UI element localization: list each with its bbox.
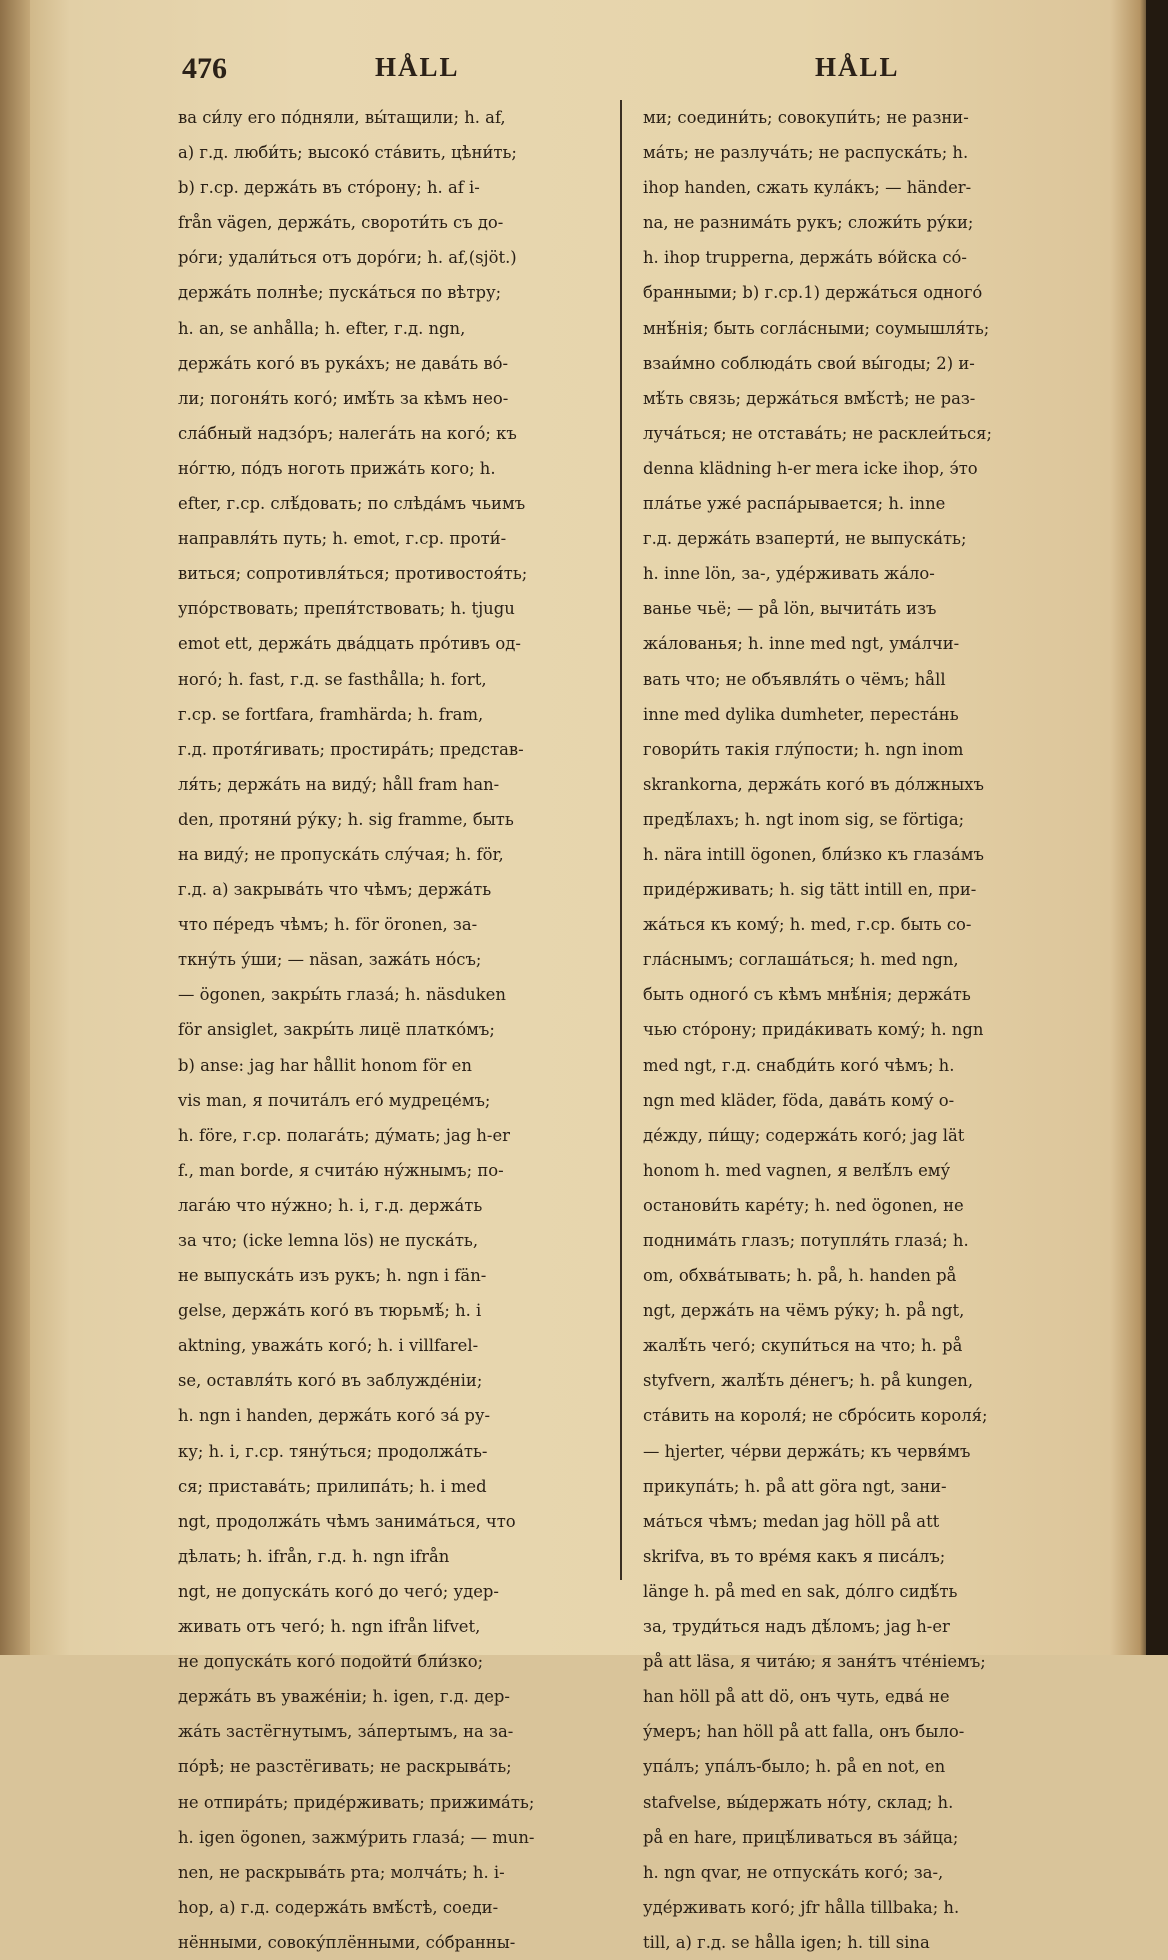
left-column-line: b) anse: jag har hållit honom för en [178,1055,472,1075]
right-column-line: говори́ть такiя глу́пости; h. ngn inom [643,739,964,759]
right-column-line: прикупа́ть; h. på att göra ngt, зани- [643,1476,947,1496]
right-column [643,100,1083,1960]
left-column-line: h. an, se anhålla; h. efter, г.д. ngn, [178,318,466,338]
right-column-line: med ngt, г.д. снабди́ть кого́ чѣмъ; h. [643,1055,955,1075]
left-column-line: жа́ть застёгнутымъ, за́пертымъ, на за- [178,1722,514,1742]
left-column-line: виться; сопротивля́ться; противостоя́ть; [178,564,528,584]
right-column-line: styfvern, жалѣ́ть де́негъ; h. på kungen, [643,1371,974,1391]
left-column-line: ку; h. i, г.ср. тяну́ться; продолжа́ть- [178,1441,488,1461]
right-column-line: — hjerter, че́рви держа́ть; къ червя́мъ [643,1441,971,1461]
left-column-line: нёнными, совоку́плёнными, со́бранны- [178,1932,516,1952]
right-column-line: останови́ть каре́ту; h. ned ögonen, не [643,1195,964,1215]
right-column-line: жа́лованья; h. inne med ngt, ума́лчи- [643,634,960,654]
right-column-line: пла́тье уже́ распа́рывается; h. inne [643,494,946,514]
left-column-line: по́рѣ; не разстёгивать; не раскрыва́ть; [178,1757,512,1777]
left-column-line: a) г.д. люби́ть; высоко́ ста́вить, цѣни́ть; [178,143,517,163]
right-column-line: поднима́ть глазъ; потупля́ть глаза́; h. [643,1231,969,1250]
left-column-line: b) г.ср. держа́ть въ сто́рону; h. af i- [178,178,480,198]
page-number: 476 [182,52,227,85]
left-column-line: se, оставля́ть кого́ въ заблужде́нiи; [178,1371,483,1391]
book-edge [1146,0,1168,1655]
right-column-line: ма́ть; не разлуча́ть; не распуска́ть; h. [643,143,969,163]
left-column-line: что пе́редъ чѣмъ; h. för öronen, за- [178,915,478,935]
right-column-line: мнѣ́нiя; быть согла́сными; соумышля́ть; [643,318,990,338]
left-column-line: но́гтю, по́дъ ноготь прижа́ть кого; h. [178,458,496,478]
right-column-line: гла́снымъ; соглаша́ться; h. med ngn, [643,950,959,970]
left-column-line: на виду́; не пропуска́ть слу́чая; h. för, [178,844,504,864]
right-column-line: бранными; b) г.ср.1) держа́ться одного́ [643,283,983,303]
left-column-line: ткну́ть у́ши; — näsan, зажа́ть но́съ; [178,950,482,970]
left-column-line: держа́ть полнѣе; пуска́ться по вѣтру; [178,283,502,303]
right-column-line: på att läsa, я чита́ю; я заня́тъ чте́нiемъ; [643,1652,986,1672]
right-column-line: приде́рживать; h. sig tätt intill en, при- [643,880,977,900]
left-column [178,100,618,1960]
right-column-line: мѣ́ть связь; держа́ться вмѣ́стѣ; не раз- [643,388,976,408]
left-column-line: направля́ть путь; h. emot, г.ср. проти́- [178,529,507,549]
left-column-line: ва си́лу его по́дняли, вы́тащили; h. af, [178,108,506,127]
right-column-line: han höll på att dö, онъ чуть, едва́ не [643,1687,950,1707]
left-column-line: h. igen ögonen, зажму́рить глаза́; — mun- [178,1827,535,1847]
right-column-line: чью сто́рону; прида́кивать кому́; h. ngn [643,1020,984,1040]
right-column-line: ма́ться чѣмъ; medan jag höll på att [643,1511,940,1531]
left-column-line: живать отъ чего́; h. ngn ifrån lifvet, [178,1617,481,1637]
book-spine-shadow [0,0,30,1655]
left-column-line: hop, а) г.д. содержа́ть вмѣ́стѣ, соеди- [178,1897,499,1917]
right-column-line: ngn med kläder, föda, дава́ть кому́ о- [643,1090,955,1110]
right-column-line: inne med dylika dumheter, переста́нь [643,704,959,724]
left-column-line: держа́ть кого́ въ рука́хъ; не дава́ть во́- [178,353,509,373]
right-column-line: жа́ться къ кому́; h. med, г.ср. быть со- [643,915,972,935]
left-column-line: ли; погоня́ть кого́; имѣ́ть за кѣмъ нео- [178,388,509,408]
right-column-line: де́жду, пи́щу; содержа́ть кого́; jag lät [643,1125,965,1145]
left-column-line: сла́бный надзо́ръ; налега́ть на кого́; къ [178,423,517,443]
left-column-line: den, протяни́ ру́ку; h. sig framme, быть [178,809,514,829]
right-column-line: h. ngn qvar, не отпуска́ть кого́; за-, [643,1862,944,1882]
left-running-head: HÅLL [375,52,460,82]
right-column-line: länge h. på med en sak, до́лго сидѣ́ть [643,1581,958,1601]
right-column-line: г.д. держа́ть взаперти́, не выпуска́ть; [643,529,967,549]
right-column-line: na, не разнима́ть рукъ; сложи́ть ру́ки; [643,213,974,233]
left-column-line: ного́; h. fast, г.д. se fasthålla; h. fort, [178,669,487,689]
left-column-line: г.д. а) закрыва́ть что чѣмъ; держа́ть [178,880,492,900]
left-column-line: f., man borde, я счита́ю ну́жнымъ; по- [178,1160,504,1180]
right-running-head: HÅLL [815,52,900,82]
left-column-line: från vägen, держа́ть, свороти́ть съ до- [178,213,504,233]
left-column-line: не отпира́ть; приде́рживать; прижима́ть; [178,1792,535,1812]
left-column-line: emot ett, держа́ть два́дцать про́тивъ од- [178,634,521,654]
left-column-line: aktning, уважа́ть кого́; h. i villfarel- [178,1336,479,1356]
right-column-line: ванье чьё; — på lön, вычита́ть изъ [643,599,937,619]
left-column-line: не допуска́ть кого́ подойти́ бли́зко; [178,1652,484,1672]
left-column-line: ся; пристава́ть; прилипа́ть; h. i med [178,1476,487,1496]
right-column-line: ngt, держа́ть на чёмъ ру́ку; h. på ngt, [643,1301,965,1321]
right-column-line: быть одного́ съ кѣмъ мнѣ́нiя; держа́ть [643,985,971,1005]
left-column-line: ngt, продолжа́ть чѣмъ занима́ться, что [178,1511,516,1531]
left-column-line: ро́ги; удали́ться отъ доро́ги; h. af,(sjöt.) [178,248,517,268]
right-column-line: у́меръ; han höll på att falla, онъ было- [643,1722,965,1742]
left-column-line: nen, не раскрыва́ть рта; молча́ть; h. i- [178,1862,505,1882]
right-column-line: ihop handen, сжать кула́къ; — händer- [643,178,972,198]
right-column-line: за, труди́ться надъ дѣ́ломъ; jag h-er [643,1617,950,1637]
right-column-line: h. nära intill ögonen, бли́зко къ глаза́мъ [643,844,984,864]
left-column-line: дѣлать; h. ifrån, г.д. h. ngn ifrån [178,1546,450,1566]
right-column-line: stafvelse, вы́держать но́ту, склад; h. [643,1792,954,1812]
left-column-line: лага́ю что ну́жно; h. i, г.д. держа́ть [178,1195,483,1215]
left-column-line: г.ср. se fortfara, framhärda; h. fram, [178,704,484,724]
left-column-line: för ansiglet, закры́ть лицё платко́мъ; [178,1020,495,1040]
left-column-line: г.д. протя́гивать; простира́ть; представ- [178,739,524,759]
right-column-line: взаи́мно соблюда́ть свои́ вы́годы; 2) и- [643,353,975,373]
left-column-line: за что; (icke lemna lös) не пуска́ть, [178,1231,479,1250]
right-column-line: уде́рживать кого́; jfr hålla tillbaka; h. [643,1897,960,1917]
left-column-line: h. ngn i handen, держа́ть кого́ за́ ру- [178,1406,491,1426]
right-column-line: предѣ́лахъ; h. ngt inom sig, se förtiga; [643,809,965,829]
left-column-line: h. före, г.ср. полага́ть; ду́мать; jag h-er [178,1125,510,1145]
left-column-line: vis man, я почита́лъ его́ мудреце́мъ; [178,1090,491,1110]
left-column-line: gelse, держа́ть кого́ въ тюрьмѣ́; h. i [178,1301,482,1321]
right-column-line: ста́вить на короля́; не сбро́сить короля́; [643,1406,988,1426]
right-column-line: skrankorna, держа́ть кого́ въ до́лжныхъ [643,774,984,794]
right-column-line: skrifva, въ то вре́мя какъ я писа́лъ; [643,1546,946,1566]
right-column-line: till, а) г.д. se hålla igen; h. till sina [643,1932,930,1952]
right-column-line: вать что; не объявля́ть о чёмъ; håll [643,669,946,689]
right-column-line: упа́лъ; упа́лъ-было; h. på en not, en [643,1757,946,1777]
left-column-line: не выпуска́ть изъ рукъ; h. ngn i fän- [178,1266,487,1286]
right-column-line: луча́ться; не отстава́ть; не расклеи́ться; [643,423,993,443]
right-column-line: h. ihop trupperna, держа́ть во́йска со́- [643,248,967,268]
left-column-line: efter, г.ср. слѣ́довать; по слѣда́мъ чьимъ [178,494,526,514]
right-column-line: жалѣ́ть чего́; скупи́ться на что; h. på [643,1336,963,1356]
right-column-line: på en hare, прицѣ́ливаться въ за́йца; [643,1827,959,1847]
left-column-line: ля́ть; держа́ть на виду́; håll fram han- [178,774,500,794]
right-column-line: om, обхва́тывать; h. på, h. handen på [643,1266,957,1286]
left-column-line: — ögonen, закры́ть глаза́; h. näsduken [178,985,506,1005]
right-column-line: ми; соедини́ть; совокупи́ть; не разни- [643,108,969,127]
column-divider [620,100,622,1580]
left-column-line: ngt, не допуска́ть кого́ до чего́; удер- [178,1581,499,1601]
right-column-line: honom h. med vagnen, я велѣ́лъ ему́ [643,1160,951,1180]
left-column-line: держа́ть въ уваже́нiи; h. igen, г.д. дер- [178,1687,510,1707]
left-column-line: упо́рствовать; препя́тствовать; h. tjugu [178,599,515,619]
right-column-line: h. inne lön, за-, уде́рживать жа́ло- [643,564,935,584]
right-column-line: denna klädning h-er mera icke ihop, э́то [643,458,978,478]
